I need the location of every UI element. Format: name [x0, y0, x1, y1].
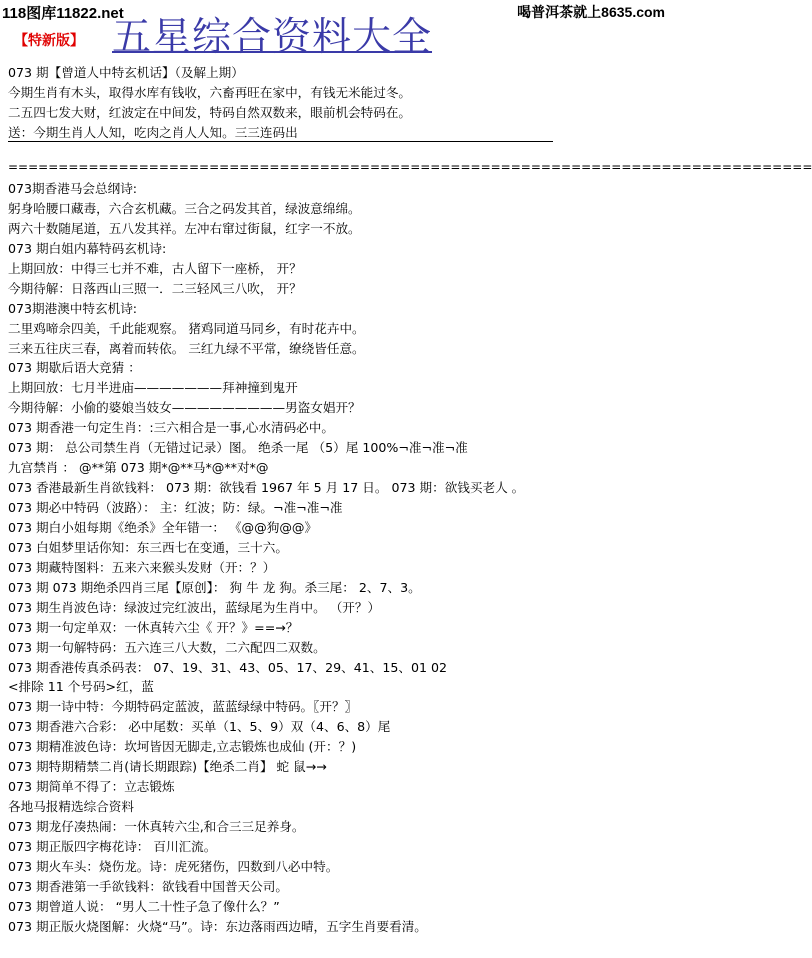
content-block	[8, 179, 663, 937]
site-logo-right[interactable]: 喝普洱茶就上8635.com	[517, 4, 665, 20]
content-line: 073 期香港传真杀码表： 07、19、31、43、05、17、29、41、15、01 02	[8, 659, 448, 675]
content-line: 073 白姐梦里话你知：东三西七在变通，三十六。	[8, 539, 288, 555]
content-line: 073期香港马会总纲诗:	[8, 181, 138, 196]
content-line: 今期待解：日落西山三照一．二三轻风三八吹， 开？	[8, 280, 302, 296]
intro-line: 073 期【曾道人中特玄机话】（及解上期）	[8, 65, 244, 80]
content-line: 073 期曾道人说： “男人二十性子急了像什么？”	[8, 898, 280, 914]
content-line: 073 期白姐内幕特码玄机诗:	[8, 240, 167, 256]
content-line: 073 期香港六合彩： 必中尾数：买单（1、5、9）双（4、6、8）尾	[8, 719, 391, 735]
edition-badge: 【特新版】	[14, 33, 84, 49]
separator-line: ================================================================================	[8, 160, 812, 174]
content-line: <排除 11 个号码>红，蓝	[8, 679, 154, 695]
content-line: 073 期一句解特码：五六连三八大数，二六配四二双数。	[8, 639, 326, 655]
content-line: 躬身哈腰口藏毒，六合玄机藏。三合之码发其首，绿波意绵绵。	[8, 200, 361, 216]
content-line: 073 期香港一句定生肖：:三六相合是一事,心水清码必中。	[8, 420, 334, 436]
page-title: 五星综合资料大全	[112, 15, 433, 60]
content-line: 073 期一诗中特：今期特码定蓝波，蓝蓝绿绿中特码。〖开？〗	[8, 699, 358, 715]
content-line: 上期回放：中得三七并不难，古人留下一座桥， 开？	[8, 260, 302, 276]
content-line: 今期待解：小偷的婆娘当妓女—————————男盗女娼开？	[8, 400, 361, 416]
content-line: 073 期正版四字梅花诗： 百川汇流。	[8, 838, 217, 854]
content-line: 073 期火车头：烧伤龙。诗：虎死猪伤，四数到八必中特。	[8, 858, 339, 874]
content-line: 三来五往庆三春，离着而转依。 三红九绿不平常，缭绕皆任意。	[8, 340, 365, 356]
content-line: 九宫禁肖 ： @**第 073 期*@**马*@**对*@	[8, 460, 269, 476]
divider	[8, 141, 553, 142]
content-line: 073 期藏特图料：五来六来猴头发财（开：？）	[8, 559, 276, 575]
content-line: 073期港澳中特玄机诗:	[8, 300, 138, 316]
intro-line: 送：今期生肖人人知，吃肉之肖人人知。三三连码出	[8, 124, 298, 140]
content-line: 两六十数随尾道，五八发其祥。左冲右窜过街鼠，红字一不放。	[8, 220, 361, 236]
content-line: 上期回放：七月半进庙———————拜神撞到鬼开	[8, 380, 298, 396]
content-line: 073 期龙仔凑热闹：一休真转六尘,和合三三足养身。	[8, 819, 305, 834]
intro-line: 二五四七发大财，红波定在中间发，特码自然双数来，眼前机会特码在。	[8, 104, 411, 120]
content-line: 073 香港最新生肖欲钱料： 073 期：欲钱看 1967 年 5 月 17 日。 073 期：欲钱买老人 。	[8, 480, 525, 496]
content-line: 073 期简单不得了：立志锻炼	[8, 779, 175, 795]
content-line: 073 期： 总公司禁生肖（无错过记录）图。 绝杀一尾 （5）尾 100%¬准¬准¬准	[8, 440, 468, 456]
content-line: 073 期生肖波色诗：绿波过完红波出，蓝绿尾为生肖中。 （开？）	[8, 599, 381, 615]
intro-line: 今期生肖有木头，取得水库有钱收，六畜再旺在家中，有钱无米能过冬。	[8, 84, 411, 100]
content-line: 073 期精准波色诗：坎坷皆因无脚走,立志锻炼也成仙 (开：？)	[8, 739, 357, 755]
content-line: 073 期白小姐每期《绝杀》全年错一： 《@@狗@@》	[8, 519, 318, 535]
site-logo-left[interactable]: 118图库11822.net	[2, 5, 124, 22]
content-line: 各地马报精选综合资料	[8, 799, 134, 815]
content-line: 二里鸡啼佘四美，千此能观察。 猪鸡同道马同乡，有时花卉中。	[8, 320, 365, 336]
page-header	[0, 0, 667, 62]
intro-block	[8, 63, 553, 143]
content-line: 073 期必中特码（波路）： 主：红波；防：绿。¬准¬准¬准	[8, 500, 343, 515]
content-line: 073 期一句定单双：一休真转六尘《 开？》==→？	[8, 619, 299, 635]
content-line: 073 期特期精禁二肖(请长期跟踪)【绝杀二肖】 蛇 鼠→→	[8, 759, 327, 775]
content-line: 073 期歇后语大竞猜 ：	[8, 360, 141, 376]
content-line: 073 期正版火烧图解：火烧“马”。诗：东边落雨西边晴，五字生肖要看清。	[8, 918, 427, 934]
content-line: 073 期香港第一手欲钱料：欲钱看中国普天公司。	[8, 878, 288, 894]
content-line: 073 期 073 期绝杀四肖三尾【原创】： 狗 牛 龙 狗。杀三尾： 2、7、3。	[8, 579, 421, 595]
